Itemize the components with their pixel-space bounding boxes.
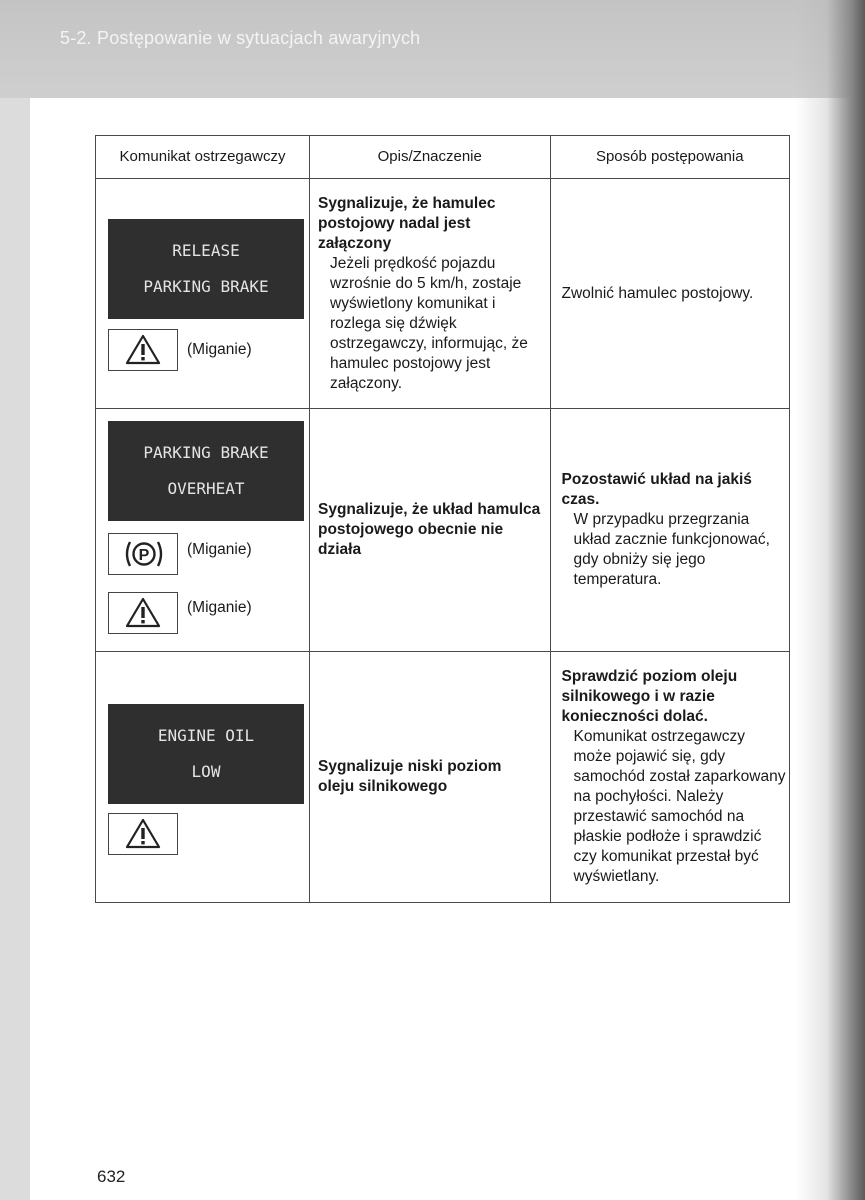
display-line-2: LOW <box>191 762 221 781</box>
action-cell <box>550 409 789 652</box>
page-binding-shadow <box>795 0 865 1200</box>
page-number: 632 <box>97 1167 126 1186</box>
warning-triangle-icon <box>108 813 178 855</box>
action-heading: Pozostawić układ na jakiś czas. <box>561 471 752 508</box>
table-header-row <box>96 136 790 179</box>
table-row <box>96 409 790 652</box>
column-header-description: Opis/Znaczenie <box>310 136 551 179</box>
column-header-message: Komunikat ostrzegawczy <box>96 136 310 179</box>
description-heading: Sygnalizuje, że hamulec postojowy nadal jest załączony <box>318 194 496 252</box>
description-heading: Sygnalizuje niski poziom oleju silnikowego <box>318 758 502 795</box>
svg-text:P: P <box>138 547 150 564</box>
chapter-header <box>0 0 865 98</box>
page-margin-strip <box>0 98 30 1200</box>
description-cell <box>310 179 551 409</box>
column-header-action: Sposób postępowania <box>550 136 789 179</box>
parking-brake-icon <box>108 533 178 575</box>
description-cell <box>310 409 551 652</box>
action-cell <box>550 179 789 409</box>
display-message <box>108 421 304 521</box>
message-cell <box>96 179 310 409</box>
display-message <box>108 219 304 319</box>
display-line-1: RELEASE <box>172 241 240 260</box>
blink-label: (Miganie) <box>187 341 252 358</box>
table-row <box>96 179 790 409</box>
display-line-2: PARKING BRAKE <box>143 277 269 296</box>
display-message <box>108 704 304 804</box>
display-line-2: OVERHEAT <box>167 479 245 498</box>
description-cell <box>310 652 551 903</box>
warning-messages-table <box>95 135 790 903</box>
action-text: Zwolnić hamulec postojowy. <box>561 284 754 302</box>
description-heading: Sygnalizuje, że układ hamulca postojowego obecnie nie działa <box>318 501 541 558</box>
action-text: Komunikat ostrzegawczy może pojawić się, gdy samochód został zaparkowany na pochyłości. Należy przestawić samochód na płaskie podłoże i sprawdzić czy komunikat przestał być wyświetlany. <box>573 728 786 885</box>
action-cell <box>550 652 789 903</box>
message-cell <box>96 409 310 652</box>
action-heading: Sprawdzić poziom oleju silnikowego i w razie konieczności dolać. <box>561 668 738 725</box>
blink-label: (Miganie) <box>187 599 252 616</box>
table-row <box>96 652 790 903</box>
warning-triangle-icon <box>108 592 178 634</box>
description-text: Jeżeli prędkość pojazdu wzrośnie do 5 km/h, zostaje wyświetlony komunikat i rozlega się dźwięk ostrzegawczy, informując, że hamulec postojowy jest załączony. <box>330 254 528 392</box>
display-line-1: PARKING BRAKE <box>143 443 269 462</box>
chapter-title: 5-2. Postępowanie w sytuacjach awaryjnych <box>60 28 421 48</box>
display-line-1: ENGINE OIL <box>157 726 255 745</box>
message-cell <box>96 652 310 903</box>
action-text: W przypadku przegrzania układ zacznie funkcjonować, gdy obniży się jego temperatura. <box>573 511 770 588</box>
blink-label: (Miganie) <box>187 541 252 558</box>
warning-triangle-icon <box>108 329 178 371</box>
